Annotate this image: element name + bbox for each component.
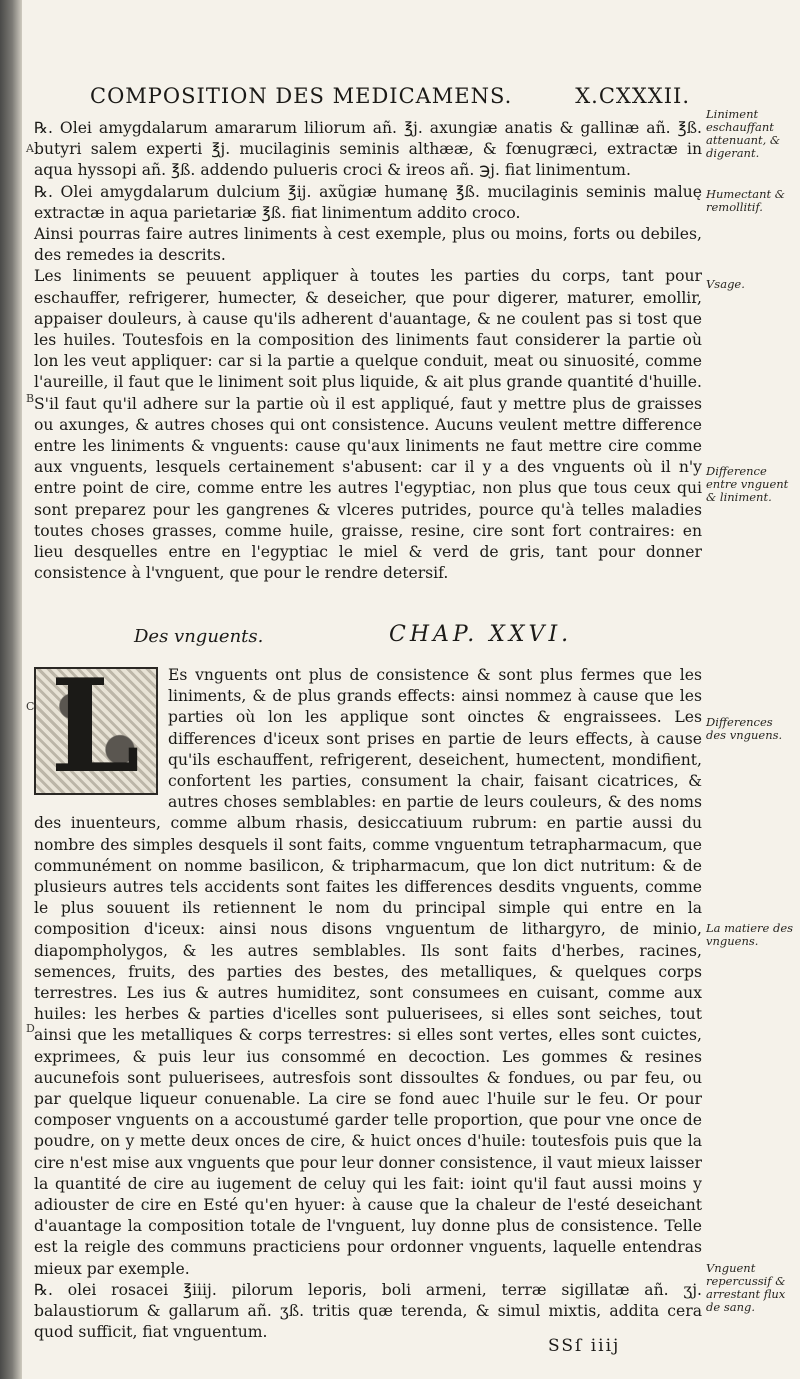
running-header — [90, 84, 690, 112]
body-paragraph: Es vnguents ont plus de consistence & sont plus fermes que les liniments, & de plus grands effects: ainsi nommez à cause que les parties où lon les applique sont oinctes & engraissees. Les differences d'iceux sont prises en partie de leurs effects, à cause qu'ils eschauffent, refrigerent, deseichent, humectent, mondifient, confortent les parties, consument la chair, faisant cicatrices, & autres choses semblables: en partie de leurs couleurs, & des noms des inuenteurs, comme album rhasis, desiccatiuum rubrum: en partie aussi du nombre des simples desquels il sont faits, comme vnguentum tetrapharmacum, que communément on nomme basilicon, & tripharmacum, que lon dict nutritum: & de plusieurs autres tels accidents sont faites les differences desdits vnguents, comme le plus souuent ils retiennent le nom du principal simple qui entre en la composition d'iceux: ainsi nous disons vnguentum de lithargyro, de minio, diapompholygos, & les autres semblables. Ils sont faits d'herbes, racines, semences, fruits, des parties des bestes, des metalliques, & quelques corps terrestres. Les ius & autres humiditez, sont consumees en cuisant, comme aux huiles: les herbes & parties d'icelles sont puluerisees, si elles sont seiches, tout ainsi que les metalliques & corps terrestres: si elles sont vertes, elles sont cuictes, exprimees, & puis leur ius consommé en decoction. Les gommes & resines aucunefois sont puluerisees, autresfois sont dissoultes & fondues, ou par feu, ou par quelque liqueur conuenable. La cire se fond auec l'huile sur le feu. Or pour composer vnguents on a accoustumé garder telle proportion, que pour vne once de poudre, on y mette deux onces de cire, & huict onces d'huile: toutesfois puis que la cire n'est mise aux vnguents que pour leur donner consistence, il vaut mieux laisser la quantité de cire au iugement de celuy qui les fait: ioint qu'il faut aussi moins y adiouster de cire en Esté qu'en hyuer: à cause que la chaleur de l'esté deseichant d'auantage la composition totale de l'vnguent, luy donne plus de consistence. Telle est la reigle des communs practiciens pour ordonner vnguents, laquelle entendras mieux par exemple. — [34, 666, 702, 1278]
recipe-paragraph: ℞. Olei amygdalarum amararum liliorum añ. ℥j. axungiæ anatis & gallinæ añ. ℥ß. butyri salem experti ℥j. mucilaginis seminis althææ, & fœnugræci, extractæ in aqua hyssopi añ. ℥ß. addendo pulueris croci & ireos añ. ℈j. fiat linimentum. — [34, 119, 702, 180]
margin-note: Vnguent repercussif & arrestant flux de sang. — [706, 1261, 786, 1314]
chapter-heading — [34, 620, 702, 654]
body-paragraph: Les liniments se peuuent appliquer à toutes les parties du corps, tant pour eschauffer, refrigerer, humecter, & deseicher, que pour digerer, maturer, emollir, appaiser douleurs, à cause qu'ils adherent d'auantage, & ne coulent pas si tost que les huiles. Toutesfois en la composition des liniments faut considerer la partie où lon les veut appliquer: car si la partie a quelque conduit, meat ou sinuosité, comme l'aureille, il faut que le liniment soit plus liquide, & ait plus grande quantité d'huille. S'il faut qu'il adhere sur la partie où il est appliqué, faut y mettre plus de graisses ou axunges, & autres choses qui ont consistence. Aucuns veulent mettre difference entre les liniments & vnguents: cause qu'aux liniments ne faut mettre cire comme aux vnguents, lesquels certainement s'abusent: car il y a des vnguents où il n'y entre point de cire, comme entre les autres l'egyptiac, non plus que tous ceux qui sont preparez pour les gangrenes & vlceres putrides, pource qu'à telles maladies toutes choses grasses, comme huile, graisse, resine, cire sont fort contraires: en lieu desquelles entre en l'egyptiac le miel & verd de gris, tant pour donner consistence à l'vnguent, que pour le rendre detersif. — [34, 267, 702, 583]
body-paragraph: Ainsi pourras faire autres liniments à cest exemple, plus ou moins, forts ou debiles, des remedes ia descrits. — [34, 225, 702, 265]
margin-note: Liniment eschauffant attenuant, & digerant. — [706, 107, 781, 160]
margin-note: Difference entre vnguent & liniment. — [706, 464, 789, 504]
book-gutter-edge — [0, 0, 22, 1379]
margin-note: Vsage. — [706, 277, 745, 291]
folio-number: X.CXXXII. — [575, 84, 690, 108]
initial-letter: L — [50, 652, 140, 802]
margin-note: Humectant & remollitif. — [706, 187, 785, 214]
text-block-vnguents — [34, 652, 702, 1342]
section-letter-mark: C — [26, 700, 35, 713]
header-title: COMPOSITION DES MEDICAMENS. — [90, 84, 513, 108]
recipe-paragraph: ℞. Olei amygdalarum dulcium ℥ij. axũgiæ humanę ℥ß. mucilaginis seminis maluę extractæ in aqua parietariæ ℥ß. fiat linimentum addito croco. — [34, 182, 702, 222]
margin-note: La matiere des vnguens. — [706, 921, 794, 948]
text-block-liniments — [34, 118, 702, 608]
chapter-number: CHAP. XXVI. — [389, 622, 573, 647]
section-letter-mark: B — [26, 392, 35, 405]
margin-note: Differences des vnguens. — [706, 715, 783, 742]
chapter-title: Des vnguents. — [134, 626, 264, 647]
signature-mark: SSſ iiij — [548, 1336, 621, 1356]
recipe-paragraph: ℞. olei rosacei ℥iiij. pilorum leporis, boli armeni, terræ sigillatæ añ. ʒj. balaustiorum & gallarum añ. ʒß. tritis quæ terenda, & simul mixtis, addita cera quod sufficit, fiat vnguentum. — [34, 1280, 702, 1342]
section-letter-mark: D — [26, 1022, 35, 1035]
section-letter-mark: A — [26, 142, 34, 155]
decorated-initial-letter — [34, 652, 158, 802]
